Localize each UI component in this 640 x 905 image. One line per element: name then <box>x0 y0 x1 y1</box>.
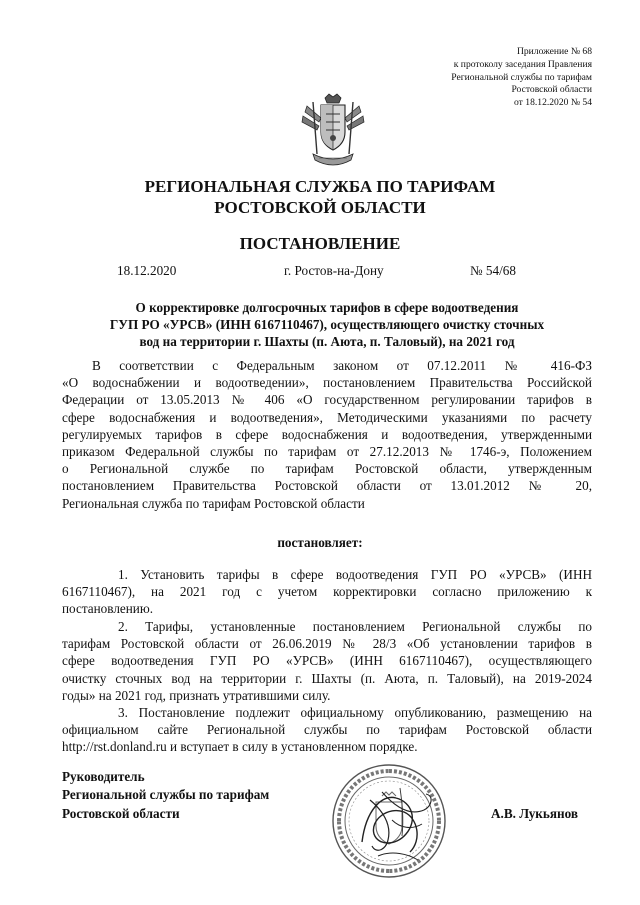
text-line: официальном сайте Региональной службы по тарифам Ростовской области <box>62 722 592 738</box>
document-place: г. Ростов-на-Дону <box>284 263 384 278</box>
appendix-reference <box>352 46 592 110</box>
text-line: сфере водоотведения ГУП РО «УРСВ» (ИНН 6167110467), осуществляющего <box>62 653 592 669</box>
decree-item-2 <box>62 618 592 704</box>
document-subject <box>62 299 592 350</box>
subject-line: О корректировке долгосрочных тарифов в сфере водоотведения <box>135 300 519 315</box>
appendix-line: к протоколу заседания Правления <box>453 58 592 70</box>
decree-item-1 <box>62 566 592 618</box>
text-line: 3. Постановление подлежит официальному опубликованию, размещению на <box>118 705 592 720</box>
document-type: ПОСТАНОВЛЕНИЕ <box>239 234 401 253</box>
preamble-paragraph <box>62 357 592 512</box>
text-line: 2. Тарифы, установленные постановлением Региональной службы по <box>118 619 592 634</box>
text-line: http://rst.donland.ru и вступает в силу в установленном порядке. <box>62 739 418 755</box>
text-line: о Региональной службе по тарифам Ростовской области, утвержденным <box>62 461 592 477</box>
document-number: № 54/68 <box>470 263 516 278</box>
text-line: годы» на 2021 год, признать утратившими силу. <box>62 687 331 703</box>
text-line: регулируемых тарифов в сфере водоснабжения и водоотведения, утвержденными <box>62 426 592 442</box>
text-line: постановлению. <box>62 601 154 617</box>
text-line: постановлением Правительства Ростовской области от 13.01.2012 № 20, <box>62 478 592 494</box>
organization-title: РОСТОВСКОЙ ОБЛАСТИ <box>214 198 426 217</box>
signer-title <box>62 768 269 823</box>
appendix-line: Приложение № 68 <box>516 46 592 57</box>
subject-line: вод на территории г. Шахты (п. Аюта, п. Таловый), на 2021 год <box>139 334 515 349</box>
text-line: Федерации от 13.05.2013 № 406 «О государственном регулировании тарифов в <box>62 392 592 408</box>
appendix-line: от 18.12.2020 № 54 <box>514 97 592 109</box>
text-line: приказом Федеральной службы по тарифам от 27.12.2013 № 1746-э, Положением <box>62 444 592 460</box>
text-line: сфере водоснабжения и водоотведения», Методическими указаниями по расчету <box>62 409 592 425</box>
text-line: Региональная служба по тарифам Ростовской области <box>62 495 365 511</box>
decree-item-3 <box>62 704 592 756</box>
signer-title-line: Ростовской области <box>62 805 180 821</box>
organization-title: РЕГИОНАЛЬНАЯ СЛУЖБА ПО ТАРИФАМ <box>144 177 496 196</box>
signer-title-line: Региональной службы по тарифам <box>62 787 270 803</box>
text-line: 6167110467), на 2021 год с учетом корректировки согласно приложению к <box>62 584 592 600</box>
subject-line: ГУП РО «УРСВ» (ИНН 6167110467), осуществляющего очистку сточных <box>109 317 545 332</box>
signer-name: А.В. Лукьянов <box>491 806 578 821</box>
handwritten-signature-icon <box>352 780 440 866</box>
text-line: 1. Установить тарифы в сфере водоотведения ГУП РО «УРСВ» (ИНН <box>118 567 592 582</box>
text-line: В соответствии с Федеральным законом от 07.12.2011 № 416-ФЗ <box>92 358 592 373</box>
decree-word: постановляет: <box>277 535 363 550</box>
text-line: «О водоснабжении и водоотведении», постановлением Правительства Российской <box>62 375 592 391</box>
signer-title-line: Руководитель <box>62 769 145 784</box>
appendix-line: Ростовской области <box>511 84 592 96</box>
appendix-line: Региональной службы по тарифам <box>451 71 592 83</box>
document-date: 18.12.2020 <box>117 263 177 278</box>
text-line: очистку сточных вод на территории г. Шахты (п. Аюта, п. Таловый), на 2019-2024 <box>62 670 592 686</box>
coat-of-arms-icon <box>299 92 367 172</box>
text-line: тарифам Ростовской области от 26.06.2019 № 28/3 «Об установлении тарифов в <box>62 636 592 652</box>
